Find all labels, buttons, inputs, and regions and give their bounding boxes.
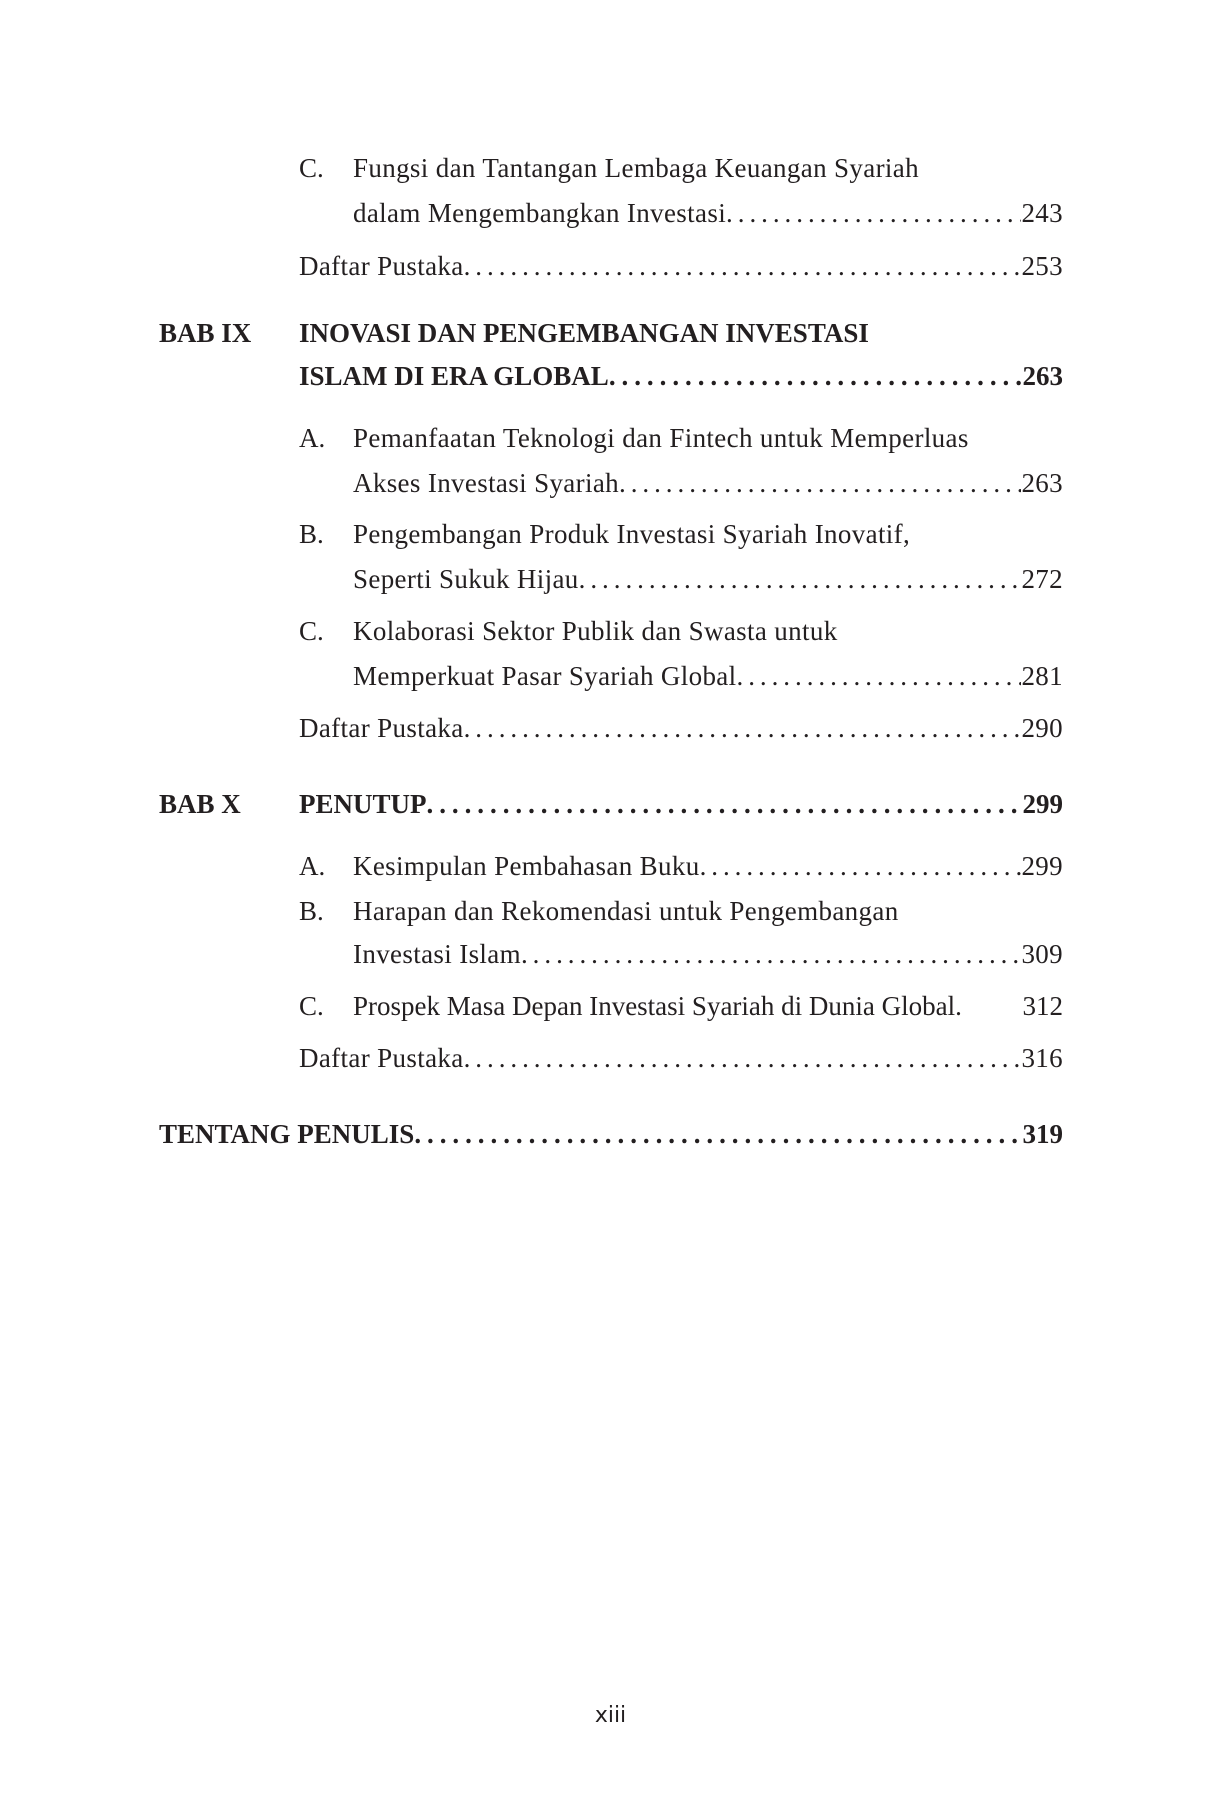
- page-number: 299: [1021, 851, 1063, 881]
- dot-leader: [414, 1117, 1022, 1151]
- item-letter: C.: [299, 153, 324, 183]
- toc-item-text: Harapan dan Rekomendasi untuk Pengembangan: [353, 896, 899, 926]
- page-number: 299: [1022, 789, 1063, 819]
- toc-entry-daftar-pustaka[interactable]: [299, 1041, 1063, 1075]
- page-number: 263: [1022, 361, 1063, 391]
- toc-item-text: Seperti Sukuk Hijau: [353, 564, 579, 594]
- toc-entry-harapan-rekomendasi[interactable]: [353, 937, 1063, 971]
- item-letter: B.: [299, 519, 324, 549]
- toc-entry-pengembangan-produk[interactable]: [353, 562, 1063, 596]
- dot-leader: [955, 989, 965, 1023]
- page-number: 281: [1021, 661, 1063, 691]
- toc-entry-prospek-masa-depan[interactable]: [353, 989, 1063, 1023]
- page-number: 316: [1021, 1043, 1063, 1073]
- dot-leader: [464, 1041, 1022, 1075]
- page-number: 312: [1022, 991, 1063, 1021]
- section-title: TENTANG PENULIS: [159, 1119, 415, 1149]
- toc-entry-daftar-pustaka[interactable]: [299, 249, 1063, 283]
- item-letter: A.: [299, 423, 326, 453]
- toc-item-text: Kolaborasi Sektor Publik dan Swasta untuk: [353, 616, 838, 646]
- toc-item-text: Pengembangan Produk Investasi Syariah Inovatif,: [353, 519, 911, 549]
- toc-item-text: Akses Investasi Syariah: [353, 468, 619, 498]
- toc-item-text: Kesimpulan Pembahasan Buku: [353, 851, 700, 881]
- toc-entry-daftar-pustaka[interactable]: [299, 711, 1063, 745]
- toc-item-text: Daftar Pustaka: [299, 251, 464, 281]
- item-letter: C.: [299, 616, 324, 646]
- page-number: 263: [1021, 468, 1063, 498]
- dot-leader: [619, 466, 1021, 500]
- item-letter: C.: [299, 991, 324, 1021]
- chapter-title: PENUTUP: [299, 789, 427, 819]
- page-number: 319: [1022, 1119, 1063, 1149]
- dot-leader: [737, 659, 1022, 693]
- toc-entry-kesimpulan[interactable]: [353, 849, 1063, 883]
- dot-leader: [464, 711, 1022, 745]
- toc-entry-bab-ix[interactable]: [299, 359, 1063, 393]
- toc-item-text: Daftar Pustaka: [299, 1043, 464, 1073]
- page-number: 309: [1021, 939, 1063, 969]
- toc-item-text: Fungsi dan Tantangan Lembaga Keuangan Syariah: [353, 153, 919, 183]
- toc-item-text: Investasi Islam: [353, 939, 521, 969]
- dot-leader: [521, 937, 1021, 971]
- chapter-title: INOVASI DAN PENGEMBANGAN INVESTASI: [299, 318, 869, 348]
- dot-leader: [726, 196, 1021, 230]
- toc-entry-pemanfaatan-teknologi[interactable]: [353, 466, 1063, 500]
- toc-item-text: Memperkuat Pasar Syariah Global: [353, 661, 737, 691]
- dot-leader: [427, 787, 1023, 821]
- toc-entry-bab-x[interactable]: [299, 787, 1063, 821]
- item-letter: A.: [299, 851, 326, 881]
- toc-entry-fungsi-tantangan[interactable]: [353, 196, 1063, 230]
- toc-entry-tentang-penulis[interactable]: [159, 1117, 1063, 1151]
- toc-item-text: Daftar Pustaka: [299, 713, 464, 743]
- page-number: 272: [1021, 564, 1063, 594]
- toc-item-text: dalam Mengembangkan Investasi: [353, 198, 727, 228]
- page-number: 290: [1021, 713, 1063, 743]
- dot-leader: [464, 249, 1022, 283]
- toc-item-text: Pemanfaatan Teknologi dan Fintech untuk Memperluas: [353, 423, 969, 453]
- page-number: 243: [1021, 198, 1063, 228]
- dot-leader: [700, 849, 1022, 883]
- dot-leader: [609, 359, 1023, 393]
- chapter-title: ISLAM DI ERA GLOBAL: [299, 361, 609, 391]
- chapter-number: BAB IX: [159, 318, 252, 348]
- toc-entry-kolaborasi-sektor[interactable]: [353, 659, 1063, 693]
- toc-item-text: Prospek Masa Depan Investasi Syariah di Dunia Global: [353, 991, 956, 1021]
- page-number-footer: xiii: [594, 1703, 627, 1728]
- chapter-number: BAB X: [159, 789, 241, 819]
- dot-leader: [579, 562, 1022, 596]
- page-number: 253: [1021, 251, 1063, 281]
- item-letter: B.: [299, 896, 324, 926]
